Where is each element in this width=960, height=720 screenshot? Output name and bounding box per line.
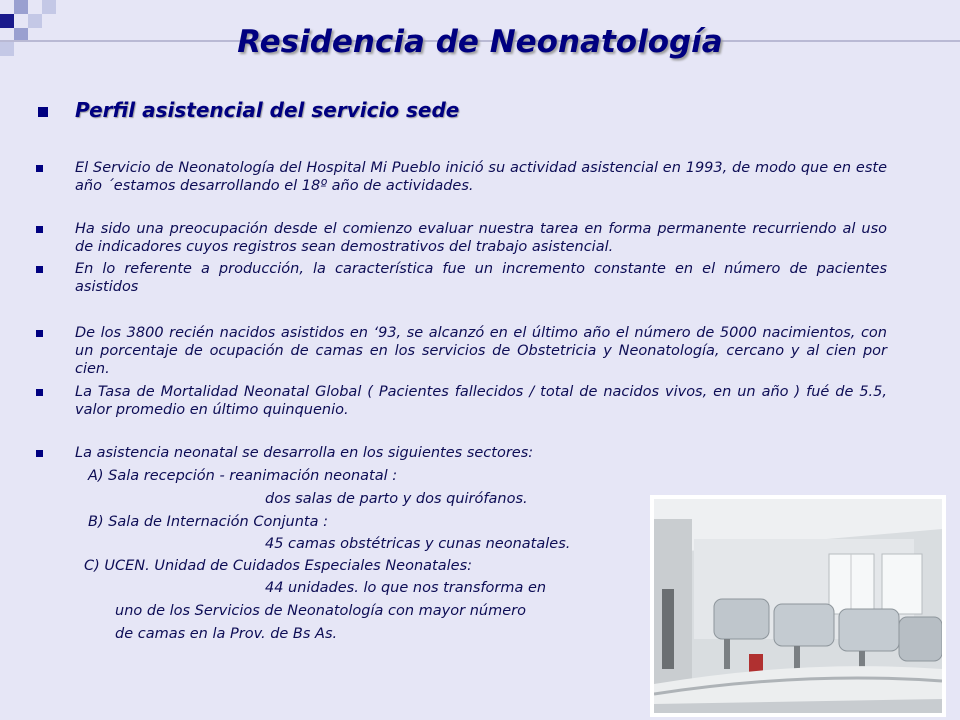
slide-title: Residencia de Neonatología [237, 24, 723, 60]
bullet-marker [36, 389, 43, 396]
neonatal-ward-photo [650, 495, 946, 717]
bullet-text: La Tasa de Mortalidad Neonatal Global ( Pacientes fallecidos / total de nacidos vivos, en un año ) fué de 5.5, valor promedio en último quinquenio. [75, 384, 887, 418]
bullet-marker [36, 330, 43, 337]
sector-c-detail: uno de los Servicios de Neonatología con mayor número [115, 603, 526, 619]
sector-c-label: C) UCEN. Unidad de Cuidados Especiales Neonatales: [84, 558, 473, 574]
bullet-text: La asistencia neonatal se desarrolla en los siguientes sectores: [75, 445, 534, 461]
bullet-text: En lo referente a producción, la característica fue un incremento constante en el número de pacientes asistidos [75, 261, 887, 295]
bullet-marker [36, 165, 43, 172]
bullet-text: De los 3800 recién nacidos asistidos en ‘93, se alcanzó en el último año el número de 5000 nacimientos, con un porcentaje de ocupación de camas en los servicios de Obstetricia y Neonatología, cercano y al cien por cien. [75, 325, 887, 377]
ward-illustration [654, 499, 942, 713]
sector-c-detail: 44 unidades. lo que nos transforma en [265, 580, 547, 596]
subtitle-bullet [38, 107, 48, 117]
sector-b-detail: 45 camas obstétricas y cunas neonatales. [265, 536, 571, 552]
bullet-marker [36, 226, 43, 233]
sector-a-label: A) Sala recepción - reanimación neonatal : [88, 468, 398, 484]
sector-b-label: B) Sala de Internación Conjunta : [88, 514, 329, 530]
sector-a-detail: dos salas de parto y dos quirófanos. [265, 491, 528, 507]
sector-c-detail: de camas en la Prov. de Bs As. [115, 626, 338, 642]
bullet-text: El Servicio de Neonatología del Hospital Mi Pueblo inició su actividad asistencial en 1993, de modo que en este año ´estamos desarrollando el 18º año de actividades. [75, 160, 887, 194]
bullet-marker [36, 266, 43, 273]
bullet-text: Ha sido una preocupación desde el comienzo evaluar nuestra tarea en forma permanente recurriendo al uso de indicadores cuyos registros sean demostrativos del trabajo asistencial. [75, 221, 887, 255]
bullet-marker [36, 450, 43, 457]
slide-subtitle: Perfil asistencial del servicio sede [75, 98, 460, 122]
